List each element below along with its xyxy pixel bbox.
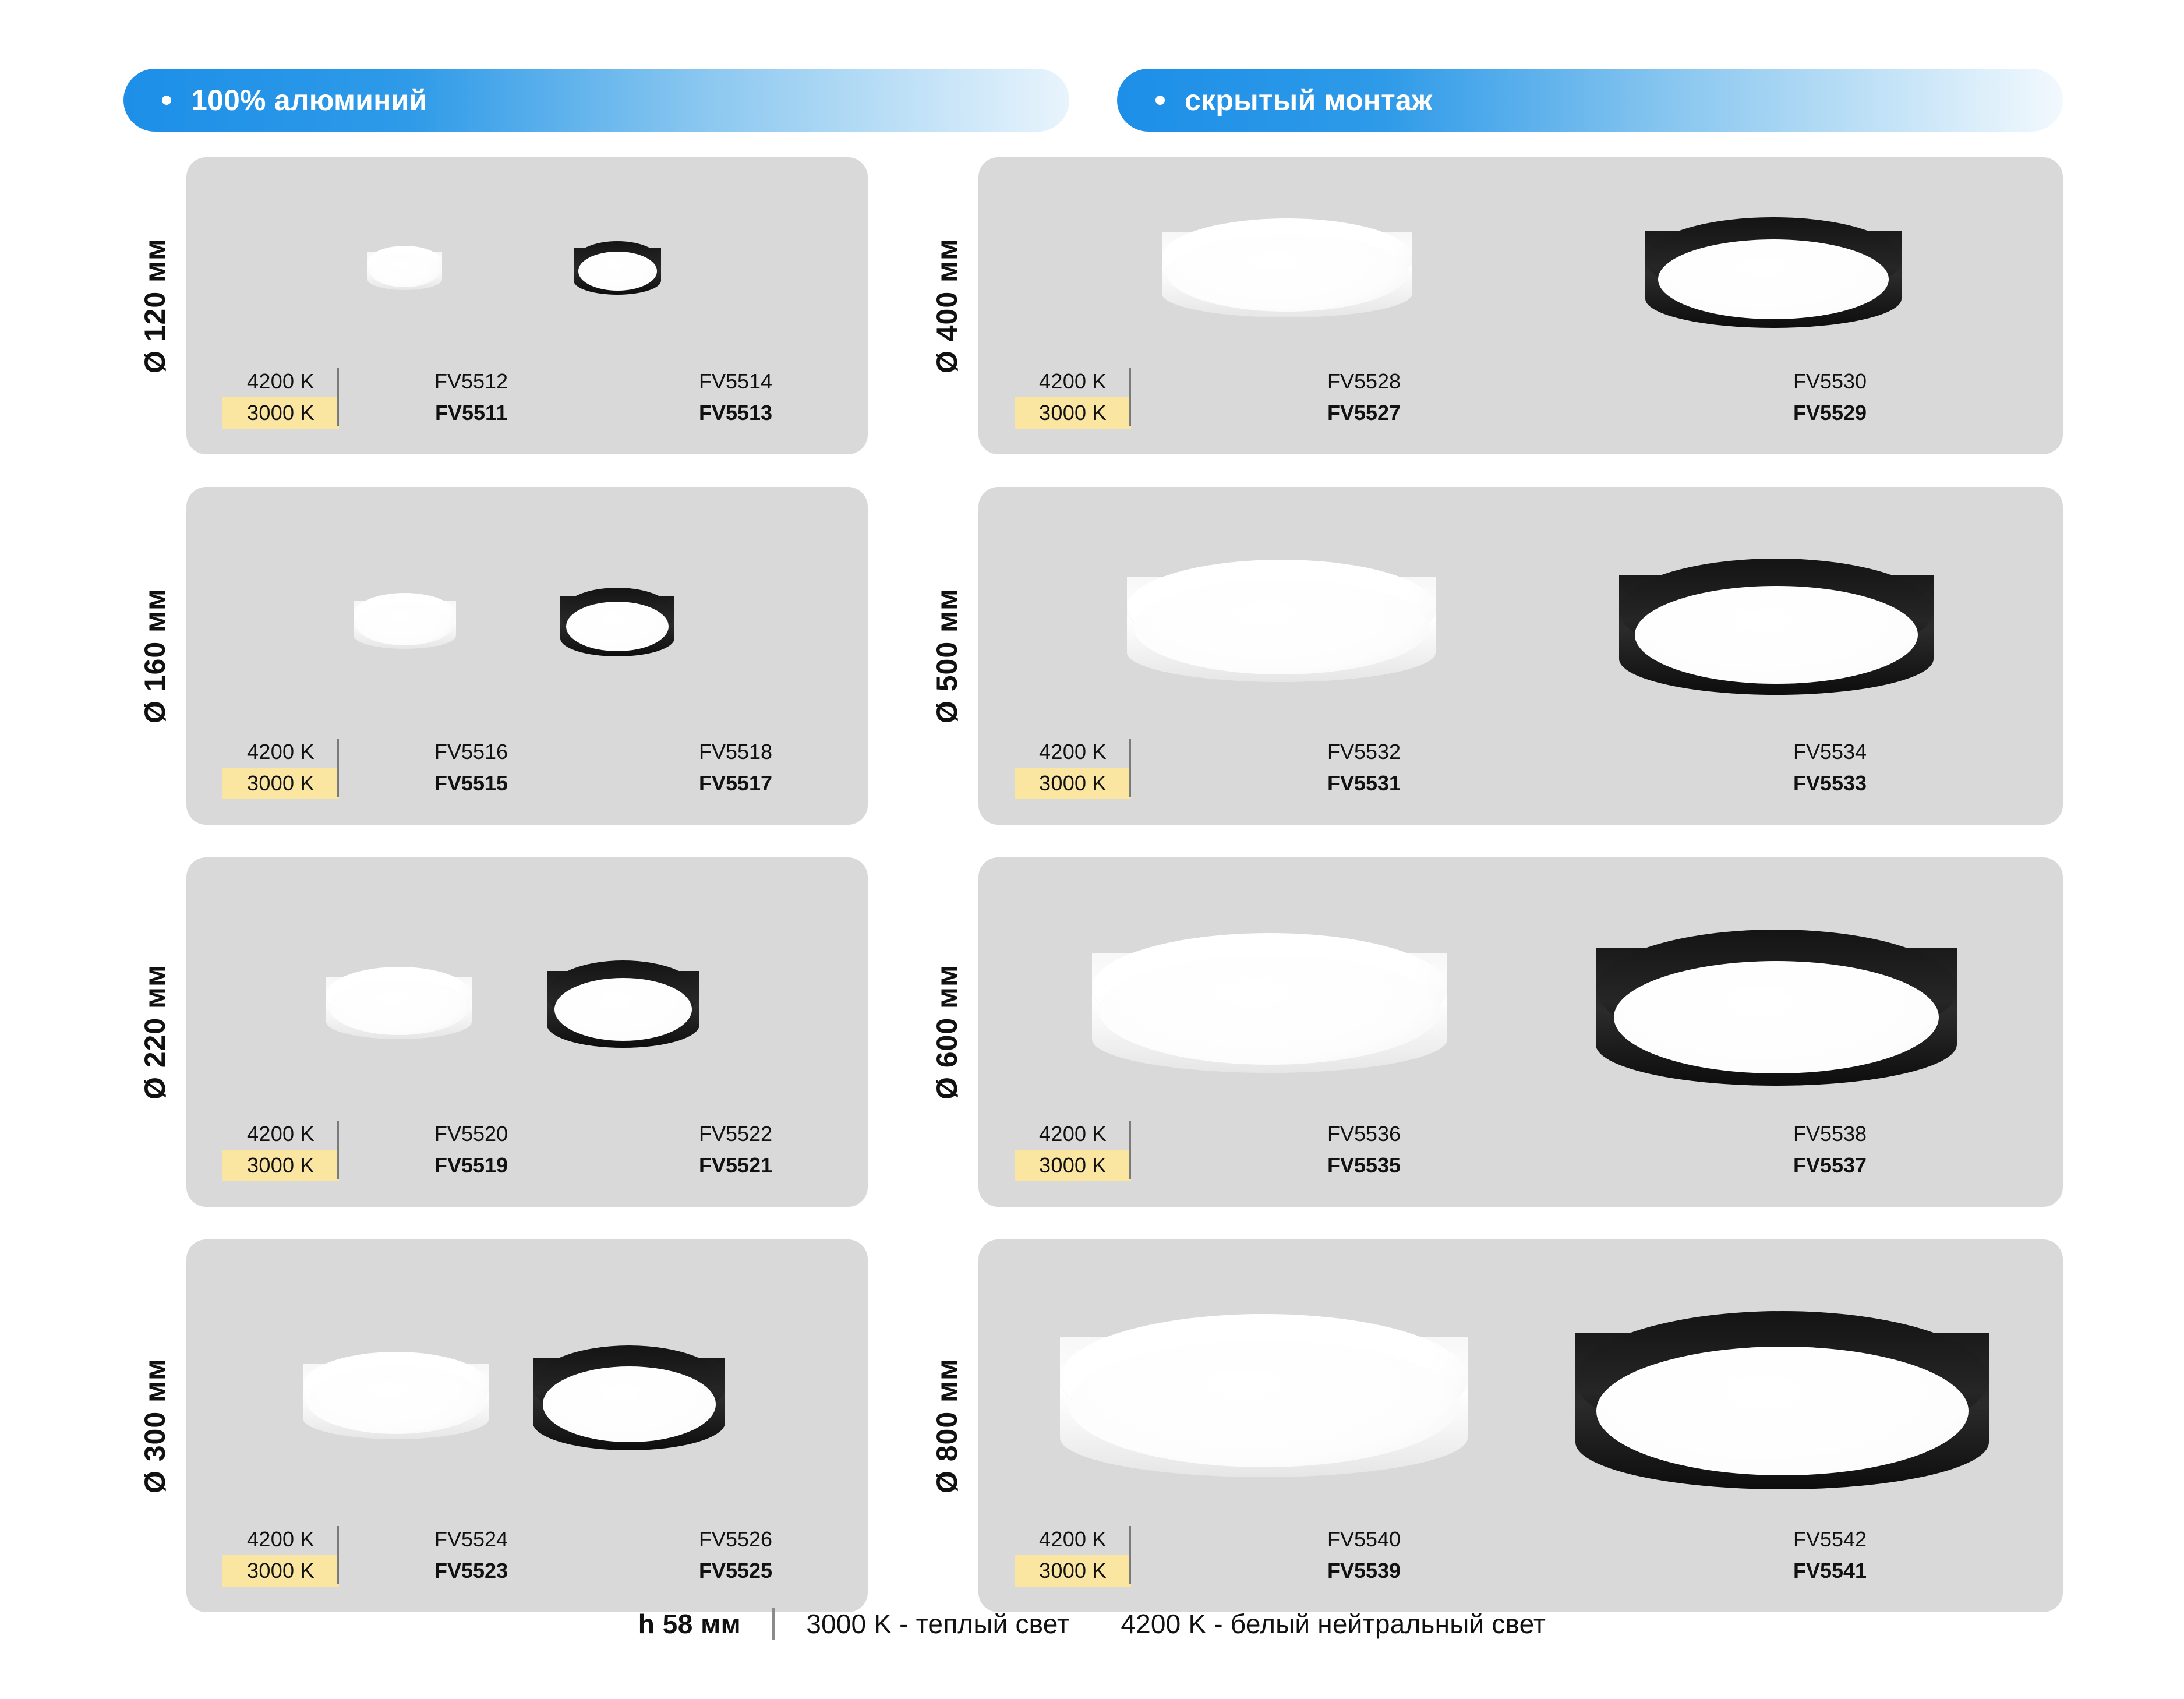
code-cool: FV5514 (698, 369, 773, 393)
temperature-column (222, 366, 339, 429)
code-legend (978, 1118, 2063, 1181)
temperature-divider (337, 1121, 339, 1179)
code-legend (186, 1118, 868, 1181)
code-warm: FV5513 (698, 401, 773, 425)
card-body (978, 157, 2063, 454)
banner-hidden-mount-label: скрытый монтаж (1185, 84, 1433, 116)
code-warm: FV5541 (1793, 1559, 1867, 1583)
note-warm-light: 3000 K - теплый свет (806, 1609, 1070, 1639)
code-column-white (1131, 366, 1597, 429)
code-column-black (603, 736, 868, 799)
temperature-cool: 4200 K (247, 740, 314, 764)
code-legend (186, 1524, 868, 1587)
lamp-black-800 (1575, 1311, 1989, 1489)
lamp-white-600 (1092, 933, 1447, 1073)
product-card-220 (123, 857, 868, 1207)
lamp-white-500 (1127, 560, 1436, 682)
banner-aluminium (123, 69, 1069, 132)
code-cool: FV5530 (1793, 369, 1867, 393)
code-warm: FV5525 (698, 1559, 773, 1583)
temperature-warm: 3000 K (222, 768, 339, 799)
code-legend (978, 736, 2063, 799)
code-column-white (1131, 1118, 1597, 1181)
card-body (978, 487, 2063, 825)
code-warm: FV5537 (1793, 1153, 1867, 1177)
diameter-label-500: Ø 500 мм (931, 588, 963, 724)
footer-divider (772, 1608, 775, 1640)
code-warm: FV5531 (1327, 771, 1401, 795)
lamp-white-120 (367, 246, 442, 290)
temperature-column (1015, 1524, 1131, 1587)
lamp-white-160 (354, 593, 456, 649)
diameter-label-600: Ø 600 мм (931, 964, 963, 1100)
temperature-warm: 3000 K (222, 397, 339, 429)
code-warm: FV5517 (698, 771, 773, 795)
temperature-column (1015, 736, 1131, 799)
code-cool: FV5534 (1793, 740, 1867, 764)
code-warm: FV5529 (1793, 401, 1867, 425)
diameter-label-160: Ø 160 мм (139, 588, 171, 724)
lamp-black-120 (574, 241, 661, 295)
code-column-black (1597, 366, 2063, 429)
code-column-white (339, 366, 603, 429)
temperature-column (1015, 1118, 1131, 1181)
product-card-800 (916, 1239, 2063, 1612)
diameter-label-400: Ø 400 мм (931, 238, 963, 374)
temperature-column (222, 1118, 339, 1181)
temperature-warm: 3000 K (1015, 397, 1131, 429)
temperature-cool: 4200 K (1039, 369, 1107, 393)
card-body (186, 487, 868, 825)
code-cool: FV5532 (1327, 740, 1401, 764)
product-card-600 (916, 857, 2063, 1207)
temperature-cool: 4200 K (1039, 740, 1107, 764)
height-value: h 58 мм (638, 1609, 741, 1639)
card-body (186, 1239, 868, 1612)
footer-legend (0, 1608, 2184, 1640)
code-column-white (1131, 1524, 1597, 1587)
product-grid (123, 157, 2063, 1645)
lamp-white-800 (1060, 1314, 1468, 1477)
product-card-160 (123, 487, 868, 825)
lamp-black-160 (560, 588, 674, 656)
code-legend (978, 1524, 2063, 1587)
note-cool-light: 4200 K - белый нейтральный свет (1121, 1609, 1546, 1639)
temperature-divider (337, 368, 339, 426)
code-column-black (1597, 736, 2063, 799)
code-warm: FV5521 (698, 1153, 773, 1177)
product-card-400 (916, 157, 2063, 454)
diameter-label-300: Ø 300 мм (139, 1358, 171, 1494)
temperature-divider (1129, 1526, 1131, 1584)
code-column-black (1597, 1524, 2063, 1587)
lamp-black-600 (1596, 930, 1957, 1086)
card-body (978, 857, 2063, 1207)
card-body (186, 157, 868, 454)
code-cool: FV5520 (434, 1122, 508, 1146)
banner-hidden-mount (1117, 69, 2063, 132)
product-card-120 (123, 157, 868, 454)
code-warm: FV5539 (1327, 1559, 1401, 1583)
code-column-black (603, 366, 868, 429)
temperature-divider (337, 1526, 339, 1584)
temperature-warm: 3000 K (222, 1555, 339, 1587)
temperature-cool: 4200 K (1039, 1527, 1107, 1551)
temperature-warm: 3000 K (1015, 1150, 1131, 1181)
product-row (123, 157, 2063, 454)
lamp-black-400 (1645, 217, 1902, 328)
temperature-warm: 3000 K (222, 1150, 339, 1181)
temperature-cool: 4200 K (1039, 1122, 1107, 1146)
feature-banners (123, 69, 2063, 132)
lamp-black-300 (533, 1345, 725, 1450)
temperature-cool: 4200 K (247, 1527, 314, 1551)
temperature-divider (1129, 368, 1131, 426)
code-warm: FV5527 (1327, 401, 1401, 425)
product-row (123, 1239, 2063, 1612)
temperature-warm: 3000 K (1015, 1555, 1131, 1587)
code-column-white (1131, 736, 1597, 799)
code-warm: FV5523 (434, 1559, 508, 1583)
code-column-black (603, 1118, 868, 1181)
temperature-column (222, 736, 339, 799)
code-cool: FV5538 (1793, 1122, 1867, 1146)
code-column-white (339, 1118, 603, 1181)
code-cool: FV5516 (434, 740, 508, 764)
code-legend (186, 366, 868, 429)
code-cool: FV5540 (1327, 1527, 1401, 1551)
bullet-icon (1155, 96, 1165, 105)
code-column-white (339, 736, 603, 799)
code-warm: FV5511 (434, 401, 508, 425)
diameter-label-220: Ø 220 мм (139, 964, 171, 1100)
product-row (123, 487, 2063, 825)
lamp-white-220 (326, 967, 472, 1039)
temperature-divider (1129, 1121, 1131, 1179)
code-cool: FV5524 (434, 1527, 508, 1551)
code-column-black (1597, 1118, 2063, 1181)
temperature-cool: 4200 K (247, 1122, 314, 1146)
temperature-column (222, 1524, 339, 1587)
card-body (978, 1239, 2063, 1612)
card-body (186, 857, 868, 1207)
code-warm: FV5535 (1327, 1153, 1401, 1177)
code-cool: FV5522 (698, 1122, 773, 1146)
diameter-label-800: Ø 800 мм (931, 1358, 963, 1494)
code-legend (186, 736, 868, 799)
bullet-icon (162, 96, 171, 105)
code-cool: FV5528 (1327, 369, 1401, 393)
diameter-label-120: Ø 120 мм (139, 238, 171, 374)
code-warm: FV5519 (434, 1153, 508, 1177)
lamp-black-500 (1619, 559, 1934, 695)
temperature-divider (337, 739, 339, 797)
lamp-white-300 (303, 1352, 489, 1439)
code-cool: FV5536 (1327, 1122, 1401, 1146)
product-card-300 (123, 1239, 868, 1612)
temperature-divider (1129, 739, 1131, 797)
code-cool: FV5526 (698, 1527, 773, 1551)
product-card-500 (916, 487, 2063, 825)
product-row (123, 857, 2063, 1207)
temperature-cool: 4200 K (247, 369, 314, 393)
code-cool: FV5518 (698, 740, 773, 764)
code-cool: FV5542 (1793, 1527, 1867, 1551)
code-warm: FV5533 (1793, 771, 1867, 795)
temperature-warm: 3000 K (1015, 768, 1131, 799)
banner-aluminium-label: 100% алюминий (191, 84, 427, 116)
code-cool: FV5512 (434, 369, 508, 393)
code-warm: FV5515 (434, 771, 508, 795)
code-legend (978, 366, 2063, 429)
lamp-white-400 (1162, 218, 1412, 317)
code-column-black (603, 1524, 868, 1587)
temperature-column (1015, 366, 1131, 429)
lamp-black-220 (547, 960, 699, 1048)
code-column-white (339, 1524, 603, 1587)
